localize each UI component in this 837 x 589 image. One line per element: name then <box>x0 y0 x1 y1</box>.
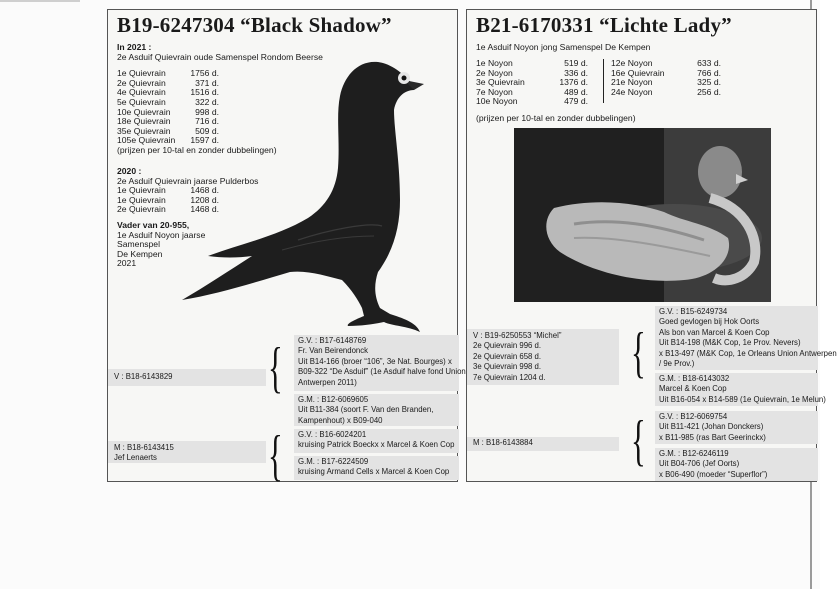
right-results-col1 <box>476 59 588 107</box>
left-year2-heading: 2020 : <box>117 166 142 176</box>
result-value: 998 d. <box>195 106 219 117</box>
result-place: 35e Quievrain <box>117 125 171 136</box>
left-gm2-line: kruising Armand Cells x Marcel & Koen Cop <box>298 467 450 477</box>
right-col-divider <box>603 59 604 103</box>
right-results-col2 <box>611 59 721 97</box>
result-place: 1e Quievrain <box>117 194 166 205</box>
result-place: 4e Quievrain <box>117 87 166 98</box>
result-value: 1208 d. <box>190 194 219 205</box>
result-place: 21e Noyon <box>611 77 653 88</box>
left-gv-line: B09-322 “De Asduif” (1e Asduif halve fond Union <box>298 367 466 377</box>
result-value: 1597 d. <box>190 135 219 146</box>
left-page <box>107 9 466 487</box>
right-gv-line: Goed gevlogen bij Hok Oorts <box>659 317 760 327</box>
right-father-line: 2e Quievrain 996 d. <box>473 341 542 351</box>
left-gm2-block <box>298 457 449 478</box>
right-gm2-line: x B06-490 (moeder “Superflor”) <box>659 469 768 479</box>
right-gv-line: x B13-497 (M&K Cop, 1e Orleans Union Antwerpen <box>659 348 837 358</box>
left-title: B19-6247304 “Black Shadow” <box>117 13 392 37</box>
black-shadow-pigeon-image <box>178 50 438 340</box>
result-value: 371 d. <box>195 77 219 88</box>
result-place: 2e Quievrain <box>117 204 166 215</box>
right-gv2-line: G.V. : B12-6069754 <box>659 412 728 421</box>
left-father-line: 2021 <box>117 258 137 269</box>
result-row <box>611 88 721 98</box>
left-mother-block <box>114 443 174 464</box>
right-title: B21-6170331 “Lichte Lady” <box>476 13 732 37</box>
left-father-line: Samenspel <box>117 239 160 250</box>
result-place: 10e Quievrain <box>117 106 171 117</box>
right-brace-father: { <box>631 322 646 384</box>
left-year2-sub: 2e Asduif Quievrain jaarse Pulderbos <box>117 175 259 186</box>
result-value: 509 d. <box>195 125 219 136</box>
right-gm-line: Marcel & Koen Cop <box>659 384 727 394</box>
right-gm-line: Uit B16-054 x B14-589 (1e Quievrain, 1e Melun) <box>659 394 826 404</box>
left-gm-line: G.M. : B12-6069605 <box>298 395 369 404</box>
left-year1-heading: In 2021 : <box>117 42 152 52</box>
right-gv-block <box>659 307 837 369</box>
right-brace-mother: { <box>631 410 646 472</box>
left-gv-block <box>298 336 466 388</box>
left-gv-line: Fr. Van Beirendonck <box>298 346 369 356</box>
left-year1-sub: 2e Asduif Quievrain oude Samenspel Rondom Beerse <box>117 51 323 62</box>
result-place: 1e Noyon <box>476 58 513 68</box>
result-value: 1376 d. <box>559 77 588 88</box>
left-brace-father: { <box>268 337 283 399</box>
left-father-id: V : B18-6143829 <box>114 372 173 381</box>
left-gm-block <box>298 395 433 426</box>
left-gv-line: Antwerpen 2011) <box>298 377 357 387</box>
result-value: 766 d. <box>697 67 721 78</box>
result-value: 1468 d. <box>190 185 219 196</box>
result-value: 716 d. <box>195 116 219 127</box>
right-gm-block <box>659 374 826 405</box>
result-value: 1756 d. <box>190 68 219 79</box>
result-place: 1e Quievrain <box>117 185 166 196</box>
left-gm2-line: G.M. : B17-6224509 <box>298 457 369 466</box>
right-gm2-line: G.M. : B12-6246119 <box>659 449 729 458</box>
right-page <box>466 9 837 482</box>
left-mother-line: Jef Lenaerts <box>114 453 157 463</box>
right-mother-id: M : B18-6143884 <box>473 438 533 447</box>
left-gv2-block <box>298 430 454 451</box>
result-value: 489 d. <box>564 86 588 97</box>
right-gv-line: G.V. : B15-6249734 <box>659 307 728 316</box>
left-father-line: 1e Asduif Noyon jaarse <box>117 229 206 240</box>
right-father-line: 3e Quievrain 998 d. <box>473 362 542 372</box>
right-father-line: 7e Quievrain 1204 d. <box>473 372 546 382</box>
result-value: 519 d. <box>564 58 588 68</box>
result-value: 256 d. <box>697 86 721 97</box>
right-gv2-line: Uit B11-421 (Johan Donckers) <box>659 422 764 432</box>
left-father-heading: Vader van 20-955, <box>117 220 190 230</box>
left-gv2-line: G.V. : B16-6024201 <box>298 430 367 439</box>
result-value: 1468 d. <box>190 204 219 215</box>
result-value: 322 d. <box>195 96 219 107</box>
right-gm-line: G.M. : B18-6143032 <box>659 374 730 383</box>
result-place: 24e Noyon <box>611 86 653 97</box>
right-gv2-block <box>659 412 766 443</box>
result-place: 1e Quievrain <box>117 68 166 79</box>
top-edge-mark <box>0 0 80 2</box>
result-place: 10e Noyon <box>476 96 518 107</box>
result-place: 16e Quievrain <box>611 67 665 78</box>
left-gm-line: Uit B11-384 (soort F. Van den Branden, <box>298 405 434 415</box>
left-gv2-line: kruising Patrick Boeckx x Marcel & Koen Cop <box>298 440 455 450</box>
left-gv-line: G.V. : B17-6148769 <box>298 336 367 345</box>
result-row <box>476 97 588 107</box>
left-father-line: De Kempen <box>117 248 163 259</box>
result-value: 336 d. <box>564 67 588 78</box>
result-place: 2e Noyon <box>476 67 513 78</box>
right-father-block <box>473 331 561 383</box>
right-father-line: V : B19-6250553 “Michel” <box>473 331 562 340</box>
result-place: 18e Quievrain <box>117 116 171 127</box>
result-value: 325 d. <box>697 77 721 88</box>
result-place: 5e Quievrain <box>117 96 166 107</box>
result-place: 105e Quievrain <box>117 135 176 146</box>
left-brace-mother: { <box>268 425 283 487</box>
right-gv2-line: x B11-985 (ras Bart Geerinckx) <box>659 432 766 442</box>
result-value: 633 d. <box>697 58 721 68</box>
right-gv-line: Uit B14-198 (M&K Cop, 1e Prov. Nevers) <box>659 338 801 348</box>
right-gv-line: Als bon van Marcel & Koen Cop <box>659 327 770 337</box>
right-gm2-block <box>659 449 767 480</box>
right-gm2-line: Uit B04-706 (Jef Oorts) <box>659 459 740 469</box>
left-year1-note: (prijzen per 10-tal en zonder dubbelingen) <box>117 144 277 155</box>
result-place: 7e Noyon <box>476 86 513 97</box>
left-gv-line: Uit B14-166 (broer “106”, 3e Nat. Bourges) x <box>298 356 452 366</box>
right-note: (prijzen per 10-tal en zonder dubbelingen) <box>476 113 636 123</box>
result-value: 1516 d. <box>190 87 219 98</box>
right-gv-line: / 9e Prov.) <box>659 359 695 369</box>
lichte-lady-pigeon-photo <box>514 128 771 302</box>
left-gm-line: Kampenhout) x B09-040 <box>298 415 383 425</box>
result-place: 12e Noyon <box>611 58 653 68</box>
right-sub: 1e Asduif Noyon jong Samenspel De Kempen <box>476 42 651 52</box>
result-place: 3e Quievrain <box>476 77 525 88</box>
result-value: 479 d. <box>564 96 588 107</box>
left-mother-line: M : B18-6143415 <box>114 443 174 452</box>
result-place: 2e Quievrain <box>117 77 166 88</box>
right-father-line: 2e Quievrain 658 d. <box>473 351 542 361</box>
